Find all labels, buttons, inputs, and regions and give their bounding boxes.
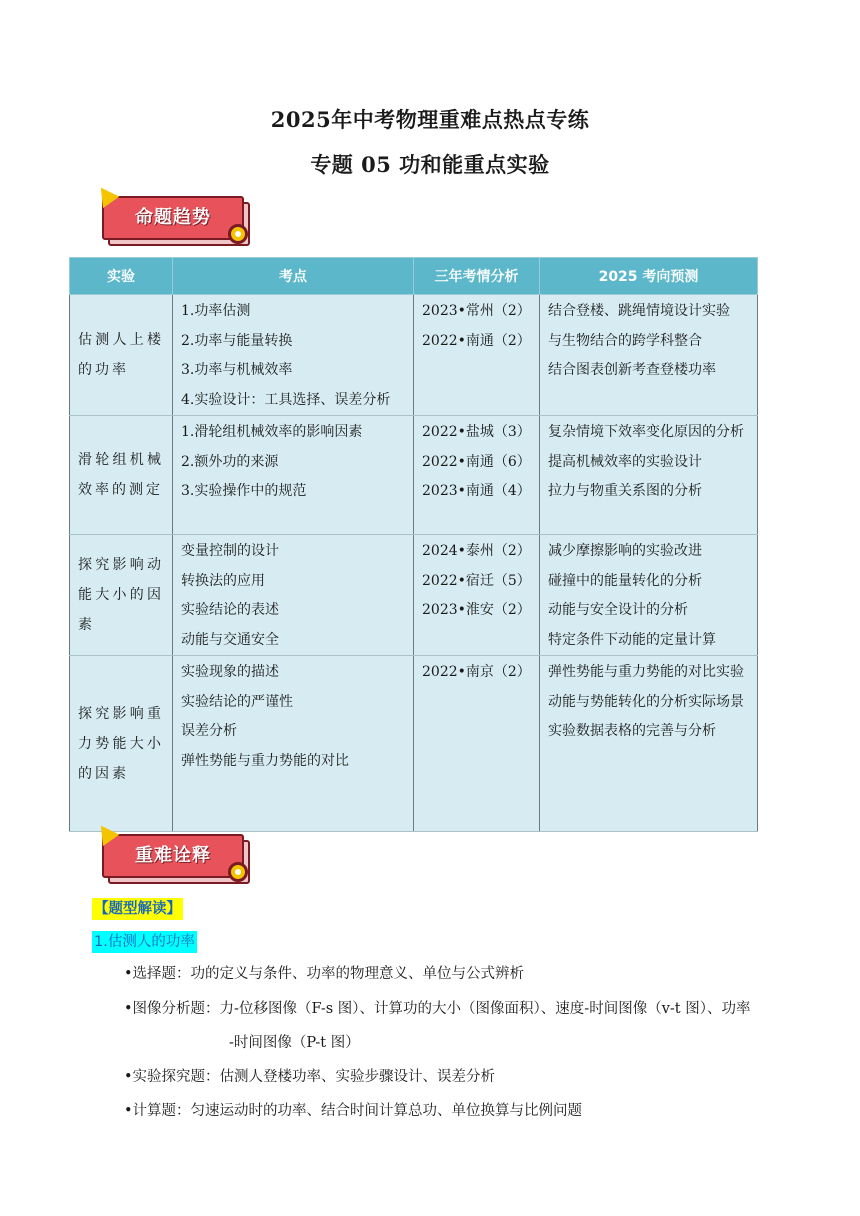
forecast-item: 减少摩擦影响的实验改进: [548, 543, 702, 559]
bullet-item: •实验探究题：估测人登楼功率、实验步骤设计、误差分析: [124, 1069, 496, 1085]
header-points: 考点: [173, 258, 414, 295]
history-item: 2023•淮安（2）: [422, 602, 531, 618]
bullet-continuation: -时间图像（P-t 图）: [229, 1035, 360, 1051]
experiment-cell: 探究影响动能大小的因素: [70, 535, 173, 656]
points-cell: [173, 295, 414, 416]
forecast-cell: [540, 295, 758, 416]
experiment-cell: 滑轮组机械效率的测定: [70, 416, 173, 535]
point-item: 3.实验操作中的规范: [181, 483, 307, 499]
point-item: 4.实验设计：工具选择、误差分析: [181, 391, 391, 408]
points-cell: [173, 535, 414, 656]
point-item: 实验结论的严谨性: [181, 693, 293, 710]
forecast-item: 碰撞中的能量转化的分析: [548, 572, 702, 589]
history-item: 2022•南京（2）: [422, 664, 531, 680]
forecast-item: 实验数据表格的完善与分析: [548, 723, 716, 739]
bullet-item: •图像分析题：力-位移图像（F-s 图）、计算功的大小（图像面积）、速度-时间图像（v-t 图）、功率: [124, 1001, 751, 1017]
forecast-cell: [540, 656, 758, 832]
history-item: 2022•南通（6）: [422, 453, 531, 470]
forecast-cell: [540, 416, 758, 535]
bullet-item: •选择题：功的定义与条件、功率的物理意义、单位与公式辨析: [124, 966, 525, 982]
table-row: [70, 656, 758, 832]
forecast-item: 结合登楼、跳绳情境设计实验: [548, 303, 730, 319]
point-item: 1.功率估测: [181, 303, 251, 319]
table-header-row: [70, 258, 758, 295]
forecast-item: 提高机械效率的实验设计: [548, 453, 702, 470]
header-forecast: 2025 考向预测: [540, 258, 758, 295]
bullet-item: •计算题：匀速运动时的功率、结合时间计算总功、单位换算与比例问题: [124, 1103, 583, 1119]
trend-banner: [102, 192, 252, 248]
table-row: [70, 295, 758, 416]
banner-label: 命题趋势: [102, 196, 244, 240]
points-cell: [173, 656, 414, 832]
points-cell: [173, 416, 414, 535]
forecast-item: 动能与安全设计的分析: [548, 602, 688, 618]
history-item: 2022•盐城（3）: [422, 424, 531, 440]
section-tag: 【题型解读】: [92, 898, 183, 920]
point-item: 实验现象的描述: [181, 664, 279, 680]
history-item: 2023•南通（4）: [422, 483, 531, 499]
point-item: 变量控制的设计: [181, 543, 279, 559]
point-item: 转换法的应用: [181, 572, 265, 589]
section-heading: 1.估测人的功率: [92, 931, 197, 953]
header-history: 三年考情分析: [414, 258, 540, 295]
point-item: 实验结论的表述: [181, 602, 279, 618]
point-item: 误差分析: [181, 723, 237, 739]
forecast-item: 动能与势能转化的分析实际场景: [548, 693, 744, 710]
forecast-item: 与生物结合的跨学科整合: [548, 332, 702, 349]
point-item: 2.额外功的来源: [181, 453, 279, 470]
history-item: 2022•南通（2）: [422, 332, 531, 349]
history-cell: [414, 295, 540, 416]
forecast-cell: [540, 535, 758, 656]
forecast-item: 特定条件下动能的定量计算: [548, 631, 716, 648]
forecast-item: 弹性势能与重力势能的对比实验: [548, 664, 744, 680]
document-subtitle: 专题 05 功和能重点实验: [310, 152, 550, 177]
exam-trend-table: [69, 257, 758, 832]
history-item: 2022•宿迁（5）: [422, 572, 531, 589]
ring-icon: [228, 862, 248, 882]
experiment-cell: 探究影响重力势能大小的因素: [70, 656, 173, 832]
forecast-item: 复杂情境下效率变化原因的分析: [548, 424, 744, 440]
header-experiment: 实验: [70, 258, 173, 295]
history-item: 2024•泰州（2）: [422, 543, 531, 559]
banner-label: 重难诠释: [102, 834, 244, 878]
experiment-cell: 估测人上楼的功率: [70, 295, 173, 416]
history-cell: [414, 656, 540, 832]
ring-icon: [228, 224, 248, 244]
history-cell: [414, 535, 540, 656]
forecast-item: 结合图表创新考查登楼功率: [548, 362, 716, 378]
point-item: 弹性势能与重力势能的对比: [181, 752, 349, 769]
point-item: 1.滑轮组机械效率的影响因素: [181, 424, 363, 440]
point-item: 动能与交通安全: [181, 631, 279, 648]
history-item: 2023•常州（2）: [422, 303, 531, 319]
point-item: 3.功率与机械效率: [181, 362, 293, 378]
forecast-item: 拉力与物重关系图的分析: [548, 483, 702, 499]
document-title: 2025年中考物理重难点热点专练: [270, 107, 590, 132]
table-row: [70, 535, 758, 656]
explain-banner: [102, 830, 252, 886]
table-row: [70, 416, 758, 535]
point-item: 2.功率与能量转换: [181, 332, 293, 349]
history-cell: [414, 416, 540, 535]
